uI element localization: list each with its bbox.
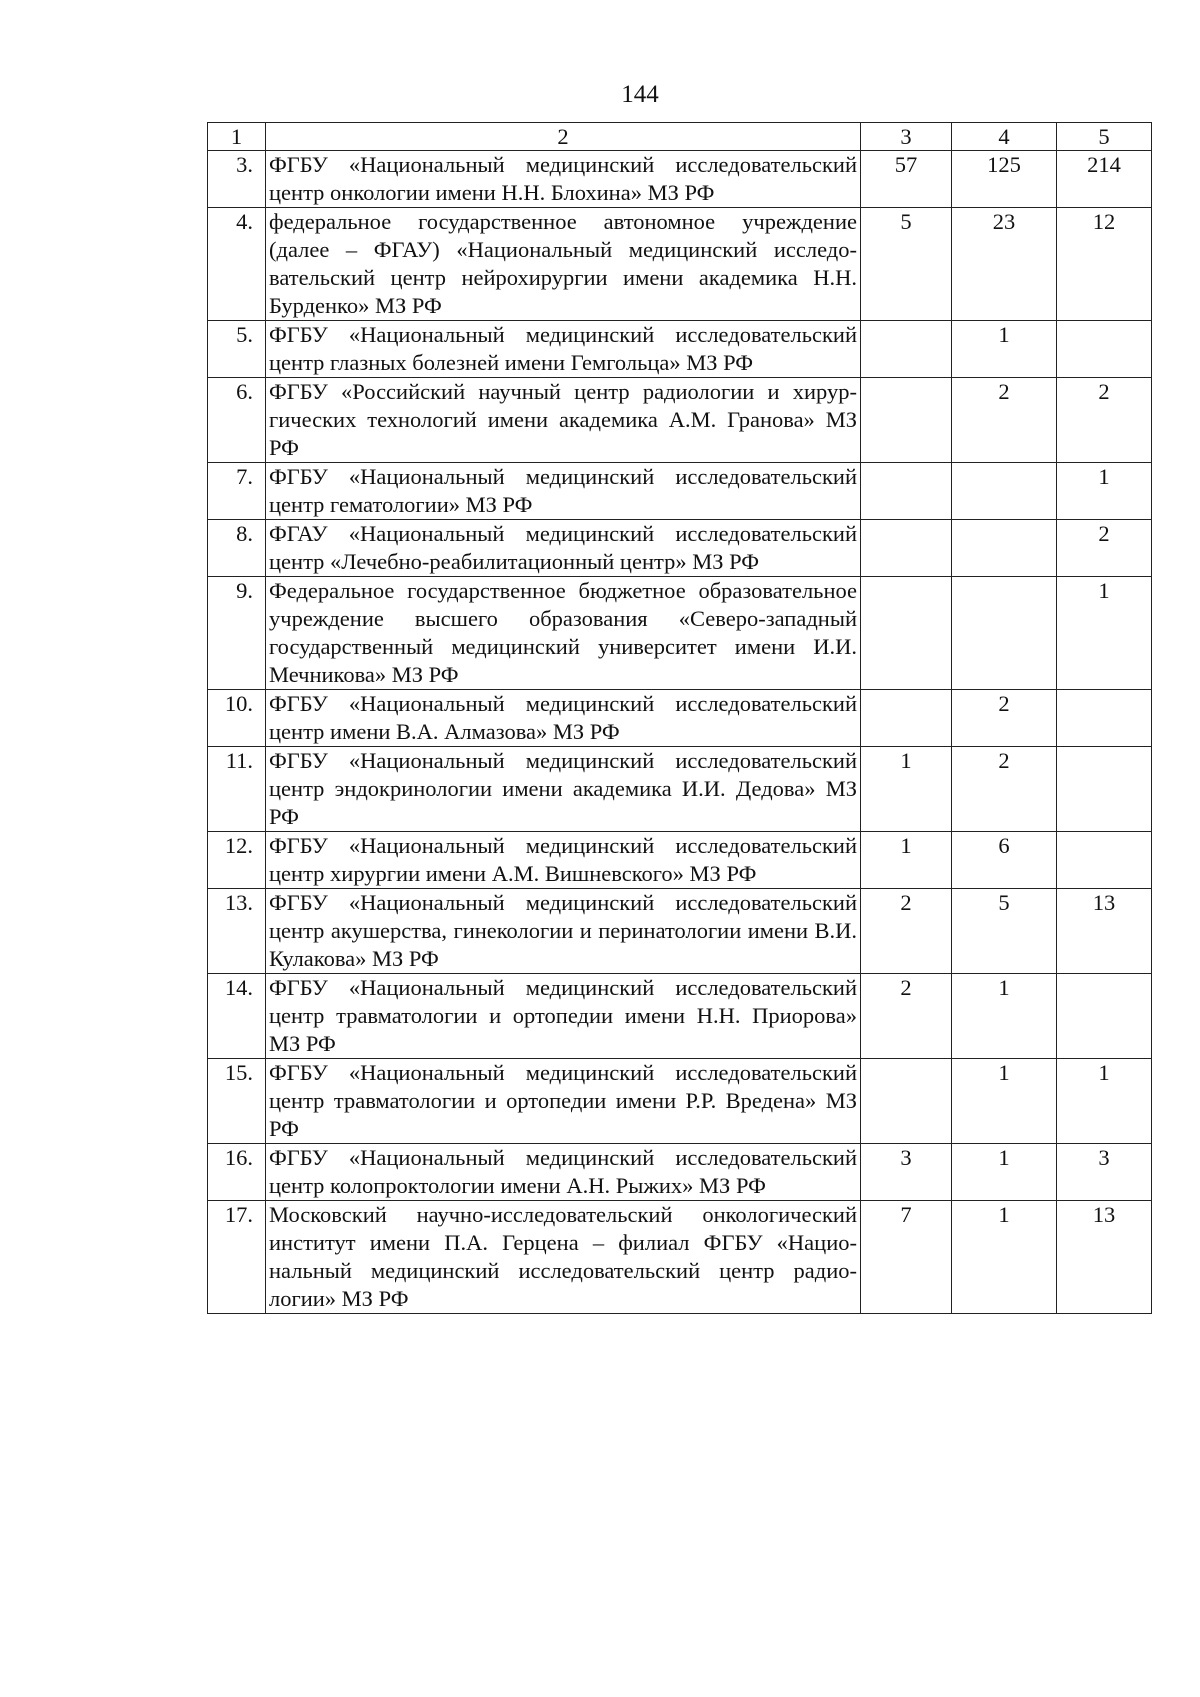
value-col-5: 12 bbox=[1057, 208, 1152, 321]
row-number: 10. bbox=[208, 690, 266, 747]
value-col-4 bbox=[952, 577, 1057, 690]
value-col-4: 23 bbox=[952, 208, 1057, 321]
institution-name: ФГБУ «Национальный медицинский исследовательский центр эндокринологии имени академика И.И. Дедова» МЗ РФ bbox=[266, 747, 861, 832]
value-col-4: 6 bbox=[952, 832, 1057, 889]
table-row bbox=[208, 463, 1152, 520]
value-col-4: 125 bbox=[952, 151, 1057, 208]
value-col-5 bbox=[1057, 690, 1152, 747]
table-row bbox=[208, 208, 1152, 321]
row-number: 14. bbox=[208, 974, 266, 1059]
institution-name: ФГБУ «Национальный медицинский исследовательский центр онкологии имени Н.Н. Блохина» МЗ РФ bbox=[266, 151, 861, 208]
institution-name: ФГБУ «Национальный медицинский исследовательский центр колопроктологии имени А.Н. Рыжих» МЗ РФ bbox=[266, 1144, 861, 1201]
table-row bbox=[208, 690, 1152, 747]
institutions-table bbox=[207, 122, 1152, 1314]
value-col-3: 7 bbox=[861, 1201, 952, 1314]
value-col-5: 2 bbox=[1057, 378, 1152, 463]
value-col-4 bbox=[952, 520, 1057, 577]
table-row bbox=[208, 747, 1152, 832]
table-row bbox=[208, 1059, 1152, 1144]
value-col-4: 2 bbox=[952, 690, 1057, 747]
table-row bbox=[208, 1144, 1152, 1201]
value-col-5 bbox=[1057, 832, 1152, 889]
institution-name: Федеральное государственное бюджетное образовательное учреждение высшего образования «Северо-западный государственный медицинский университет имени И.И. Мечникова» МЗ РФ bbox=[266, 577, 861, 690]
table-row bbox=[208, 1201, 1152, 1314]
value-col-4: 2 bbox=[952, 378, 1057, 463]
value-col-5: 214 bbox=[1057, 151, 1152, 208]
table-row bbox=[208, 151, 1152, 208]
row-number: 12. bbox=[208, 832, 266, 889]
value-col-3 bbox=[861, 520, 952, 577]
row-number: 5. bbox=[208, 321, 266, 378]
institution-name: ФГБУ «Российский научный центр радиологии и хирургических технологий имени академика А.М. Гранова» МЗ РФ bbox=[266, 378, 861, 463]
table-row bbox=[208, 520, 1152, 577]
header-cell-3: 3 bbox=[861, 123, 952, 151]
table-row bbox=[208, 889, 1152, 974]
value-col-3: 2 bbox=[861, 974, 952, 1059]
value-col-3: 5 bbox=[861, 208, 952, 321]
institution-name: ФГБУ «Национальный медицинский исследовательский центр акушерства, гинекологии и перинатологии имени В.И. Кулакова» МЗ РФ bbox=[266, 889, 861, 974]
value-col-4: 1 bbox=[952, 1201, 1057, 1314]
row-number: 4. bbox=[208, 208, 266, 321]
row-number: 11. bbox=[208, 747, 266, 832]
row-number: 8. bbox=[208, 520, 266, 577]
value-col-5: 1 bbox=[1057, 577, 1152, 690]
table-row bbox=[208, 832, 1152, 889]
institution-name: ФГАУ «Национальный медицинский исследовательский центр «Лечебно-реабилитационный центр» МЗ РФ bbox=[266, 520, 861, 577]
header-cell-4: 4 bbox=[952, 123, 1057, 151]
value-col-5: 1 bbox=[1057, 463, 1152, 520]
page-number: 144 bbox=[621, 81, 659, 108]
institution-name: Московский научно-исследовательский онкологический институт имени П.А. Герцена – филиал ФГБУ «Национальный медицинский исследовательский центр радиологии» МЗ РФ bbox=[266, 1201, 861, 1314]
row-number: 9. bbox=[208, 577, 266, 690]
value-col-4: 1 bbox=[952, 1059, 1057, 1144]
table-header-row bbox=[208, 123, 1152, 151]
value-col-3: 2 bbox=[861, 889, 952, 974]
value-col-3 bbox=[861, 463, 952, 520]
value-col-5 bbox=[1057, 974, 1152, 1059]
value-col-3: 1 bbox=[861, 832, 952, 889]
value-col-5: 13 bbox=[1057, 889, 1152, 974]
value-col-3 bbox=[861, 577, 952, 690]
value-col-3: 3 bbox=[861, 1144, 952, 1201]
value-col-3 bbox=[861, 321, 952, 378]
row-number: 17. bbox=[208, 1201, 266, 1314]
value-col-5 bbox=[1057, 321, 1152, 378]
value-col-4: 5 bbox=[952, 889, 1057, 974]
value-col-3: 1 bbox=[861, 747, 952, 832]
header-cell-5: 5 bbox=[1057, 123, 1152, 151]
value-col-3 bbox=[861, 690, 952, 747]
institution-name: ФГБУ «Национальный медицинский исследовательский центр гематологии» МЗ РФ bbox=[266, 463, 861, 520]
value-col-3 bbox=[861, 378, 952, 463]
value-col-5: 2 bbox=[1057, 520, 1152, 577]
value-col-4: 1 bbox=[952, 321, 1057, 378]
value-col-5: 13 bbox=[1057, 1201, 1152, 1314]
institution-name: федеральное государственное автономное учреждение (далее – ФГАУ) «Национальный медицинский исследовательский центр нейрохирургии имени академика Н.Н. Бурденко» МЗ РФ bbox=[266, 208, 861, 321]
value-col-3: 57 bbox=[861, 151, 952, 208]
table-row bbox=[208, 577, 1152, 690]
row-number: 7. bbox=[208, 463, 266, 520]
table-row bbox=[208, 378, 1152, 463]
value-col-4: 1 bbox=[952, 1144, 1057, 1201]
value-col-5 bbox=[1057, 747, 1152, 832]
value-col-5: 1 bbox=[1057, 1059, 1152, 1144]
table-row bbox=[208, 974, 1152, 1059]
institution-name: ФГБУ «Национальный медицинский исследовательский центр травматологии и ортопедии имени Р.Р. Вредена» МЗ РФ bbox=[266, 1059, 861, 1144]
institution-name: ФГБУ «Национальный медицинский исследовательский центр хирургии имени А.М. Вишневского» МЗ РФ bbox=[266, 832, 861, 889]
institution-name: ФГБУ «Национальный медицинский исследовательский центр глазных болезней имени Гемгольца» МЗ РФ bbox=[266, 321, 861, 378]
value-col-3 bbox=[861, 1059, 952, 1144]
value-col-5: 3 bbox=[1057, 1144, 1152, 1201]
row-number: 16. bbox=[208, 1144, 266, 1201]
row-number: 13. bbox=[208, 889, 266, 974]
header-cell-2: 2 bbox=[266, 123, 861, 151]
institution-name: ФГБУ «Национальный медицинский исследовательский центр имени В.А. Алмазова» МЗ РФ bbox=[266, 690, 861, 747]
institution-name: ФГБУ «Национальный медицинский исследовательский центр травматологии и ортопедии имени Н.Н. Приорова» МЗ РФ bbox=[266, 974, 861, 1059]
value-col-4 bbox=[952, 463, 1057, 520]
header-cell-1: 1 bbox=[208, 123, 266, 151]
value-col-4: 2 bbox=[952, 747, 1057, 832]
row-number: 3. bbox=[208, 151, 266, 208]
table-row bbox=[208, 321, 1152, 378]
row-number: 15. bbox=[208, 1059, 266, 1144]
value-col-4: 1 bbox=[952, 974, 1057, 1059]
row-number: 6. bbox=[208, 378, 266, 463]
